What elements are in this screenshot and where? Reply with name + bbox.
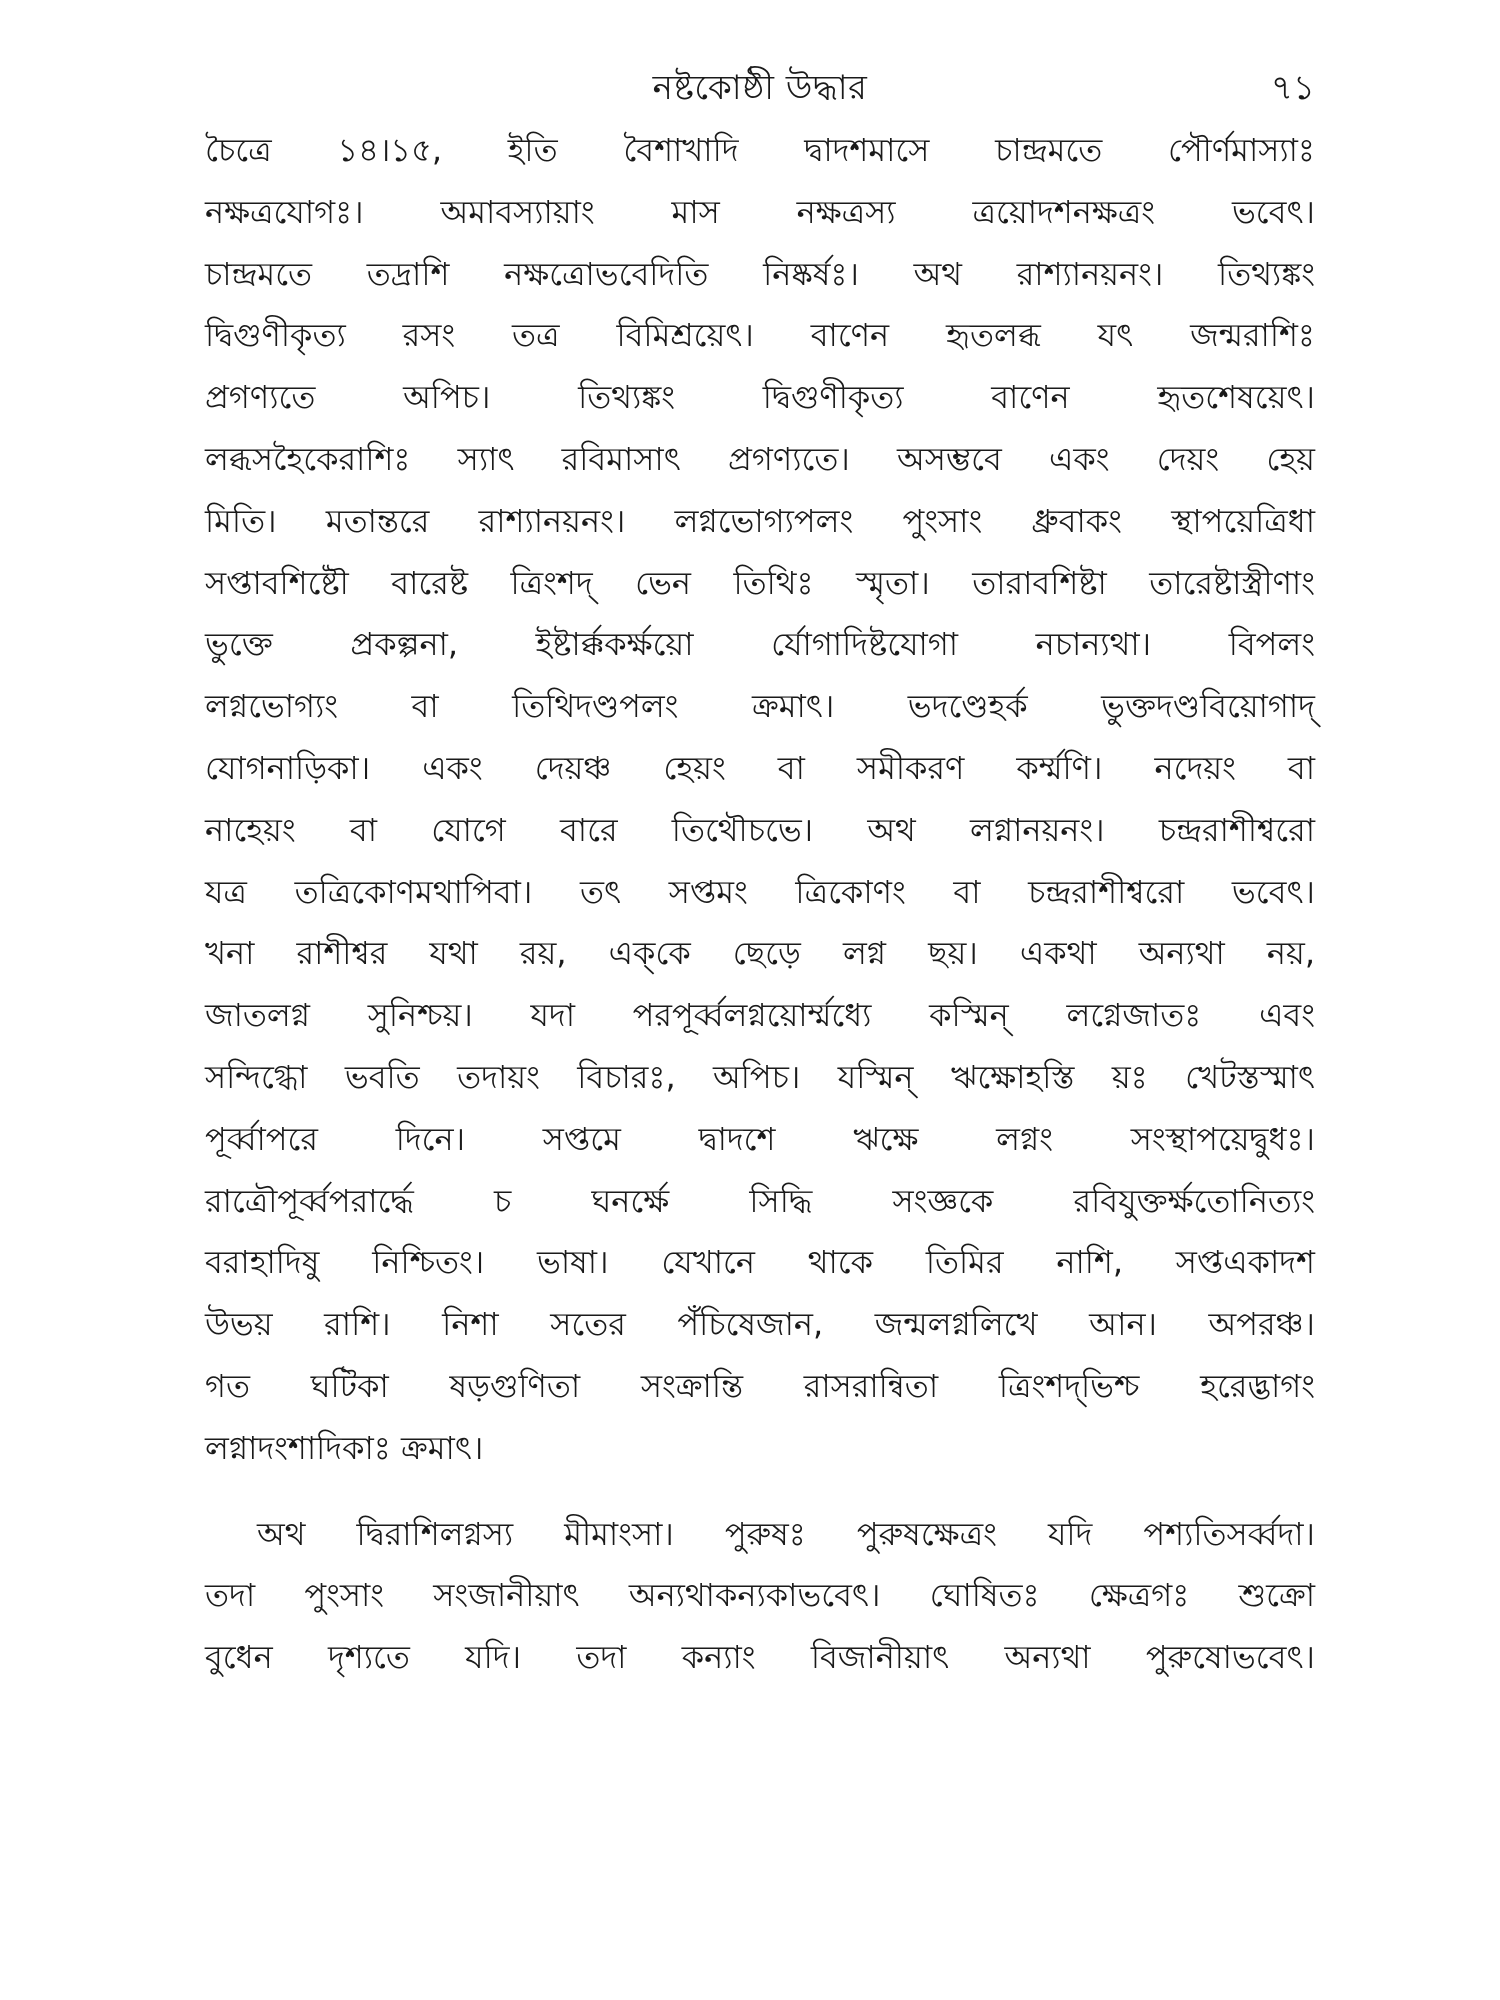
text-line: যোগনাড়িকা। একং দেয়ঞ্চ হেয়ং বা সমীকরণ কর্ম্মণি। নদেয়ং বা bbox=[205, 748, 1315, 787]
text-line: যত্র তত্রিকোণমথাপিবা। তৎ সপ্তমং ত্রিকোণং বা চন্দ্ররাশীশ্বরো ভবেৎ। bbox=[205, 872, 1315, 911]
text-line: পূর্ব্বাপরে দিনে। সপ্তমে দ্বাদশে ঋক্ষে লগ্নং সংস্থাপয়েদ্বুধঃ। bbox=[205, 1119, 1315, 1158]
text-line: প্রগণ্যতে অপিচ। তিথ্যঙ্কং দ্বিগুণীকৃত্য বাণেন হৃতশেষয়েৎ। bbox=[205, 378, 1315, 417]
text-line: সপ্তাবশিষ্টৌ বারেষ্ট ত্রিংশদ্ ভেন তিথিঃ স্মৃতা। তারাবশিষ্টা তারেষ্টাস্ত্রীণাং bbox=[205, 563, 1315, 602]
text-line: লব্ধসহৈকেরাশিঃ স্যাৎ রবিমাসাৎ প্রগণ্যতে। অসম্ভবে একং দেয়ং হেয় bbox=[205, 439, 1315, 478]
text-line: সন্দিগ্ধো ভবতি তদায়ং বিচারঃ, অপিচ। যস্মিন্ ঋক্ষোহস্তি য়ঃ খেটস্তস্মাৎ bbox=[205, 1057, 1315, 1096]
page-number: ৭১ bbox=[1270, 68, 1315, 108]
text-line: গত ঘটিকা ষড়গুণিতা সংক্রান্তি রাসরান্বিতা ত্রিংশদ্‌ভিশ্চ হরেদ্ভাগং bbox=[205, 1366, 1315, 1405]
text-line: চৈত্রে ১৪।১৫, ইতি বৈশাখাদি দ্বাদশমাসে চান্দ্রমতে পৌর্ণমাস্যাঃ bbox=[205, 131, 1315, 169]
text-line: নক্ষত্রযোগঃ। অমাবস্যায়াং মাস নক্ষত্রস্য ত্রয়োদশনক্ষত্রং ভবেৎ। bbox=[205, 192, 1315, 231]
text-line: উভয় রাশি। নিশা সতের পঁচিষেজান, জন্মলগ্নলিখে আন। অপরঞ্চ। bbox=[205, 1305, 1315, 1344]
text-line: লগ্নভোগ্যং বা তিথিদণ্ডপলং ক্রমাৎ। ভদণ্ডেহর্ক ভুক্তদণ্ডবিয়োগাদ্ bbox=[205, 687, 1315, 726]
text-line: দ্বিগুণীকৃত্য রসং তত্র বিমিশ্রয়েৎ। বাণেন হৃতলব্ধ যৎ জন্মরাশিঃ bbox=[205, 316, 1315, 355]
page-title: নষ্টকোষ্ঠী উদ্ধার bbox=[652, 68, 868, 108]
paragraph-2 bbox=[205, 1504, 1315, 1689]
text-line: তদা পুংসাং সংজানীয়াৎ অন্যথাকন্যকাভবেৎ। ঘোষিতঃ ক্ষেত্রগঃ শুক্রো bbox=[205, 1576, 1315, 1615]
text-line: মিতি। মতান্তরে রাশ্যানয়নং। লগ্নভোগ্যপলং পুংসাং ধ্রুবাকং স্থাপয়েত্রিধা bbox=[205, 501, 1315, 540]
text-line: জাতলগ্ন সুনিশ্চয়। যদা পরপূর্ব্বলগ্নয়োর্ম্মধ্যে কস্মিন্ লগ্নেজাতঃ এবং bbox=[205, 996, 1315, 1035]
text-line: অথ দ্বিরাশিলগ্নস্য মীমাংসা। পুরুষঃ পুরুষক্ষেত্রং যদি পশ্যতিসর্ব্বদা। bbox=[257, 1514, 1315, 1553]
paragraph-1 bbox=[205, 120, 1315, 1480]
text-line: রাত্রৌপূর্ব্বপরার্দ্ধে চ ঘনর্ক্ষে সিদ্ধি সংজ্ঞকে রবিযুক্তর্ক্ষতোনিত্যং bbox=[205, 1181, 1315, 1220]
text-line: বুধেন দৃশ্যতে যদি। তদা কন্যাং বিজানীয়াৎ অন্যথা পুরুষোভবেৎ। bbox=[205, 1638, 1315, 1677]
text-line: নাহেয়ং বা যোগে বারে তিথৌচভে। অথ লগ্নানয়নং। চন্দ্ররাশীশ্বরো bbox=[205, 810, 1315, 849]
text-line: বরাহাদিষু নিশ্চিতং। ভাষা। যেখানে থাকে তিমির নাশি, সপ্তএকাদশ bbox=[205, 1243, 1315, 1282]
text-line: ভুক্তে প্রকল্পনা, ইষ্টার্ক্ককর্ক্ষয়ো র্যোগাদিষ্টযোগা নচান্যথা। বিপলং bbox=[205, 625, 1315, 664]
text-line: লগ্নাদংশাদিকাঃ ক্রমাৎ। bbox=[205, 1428, 484, 1467]
text-line: চান্দ্রমতে তদ্রাশি নক্ষত্রোভবেদিতি নিষ্কর্ষঃ। অথ রাশ্যানয়নং। তিথ্যঙ্কং bbox=[205, 254, 1315, 293]
body-text bbox=[205, 120, 1315, 1689]
text-line: খনা রাশীশ্বর যথা রয়, এক্‌কে ছেড়ে লগ্ন ছয়। একথা অন্যথা নয়, bbox=[205, 934, 1315, 973]
running-header bbox=[205, 58, 1315, 118]
